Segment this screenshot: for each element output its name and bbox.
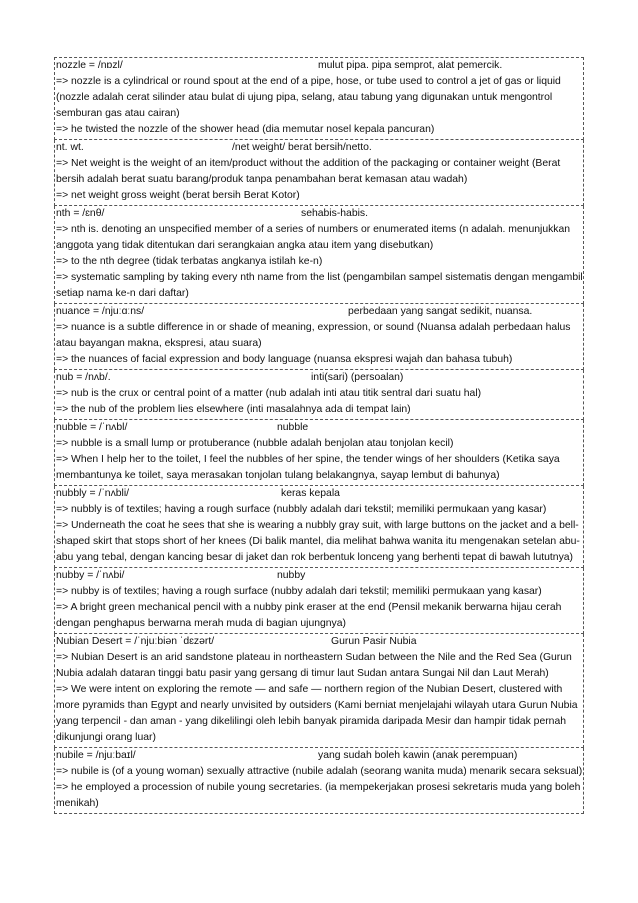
entry-example: => the nuances of facial expression and body language (nuansa ekspresi wajah dan bahasa tubuh): [56, 354, 513, 365]
entry-meaning: yang sudah boleh kawin (anak perempuan): [318, 750, 518, 761]
entry-header: [56, 58, 583, 74]
entry-meaning: sehabis-habis.: [301, 208, 369, 219]
entry-nubian-desert: [54, 634, 584, 748]
entry-meaning: inti(sari) (persoalan): [311, 372, 404, 383]
entry-meaning: nubby: [277, 570, 306, 581]
entry-definition: => nuance is a subtle difference in or shade of meaning, expression, or sound (Nuansa adalah perbedaan halus atau bayangan makna, ekspresi, atau suara): [56, 322, 571, 349]
entry-term: nozzle = /nɒzl/: [56, 60, 123, 71]
entry-meaning: mulut pipa. pipa semprot, alat pemercik.: [318, 60, 503, 71]
entry-nuance: [54, 304, 584, 370]
entry-header: [56, 634, 583, 650]
entry-nubby: [54, 568, 584, 634]
entry-meaning: perbedaan yang sangat sedikit, nuansa.: [348, 306, 533, 317]
entry-nt-wt: [54, 140, 584, 206]
entry-term: nubbly = /ˈnʌbli/: [56, 488, 130, 499]
entry-example: => When I help her to the toilet, I feel the nubbles of her spine, the tender wings of her shoulders (Ketika saya membantunya ke toilet, saya merasakan tonjolan tulang belakangnya, sayap lembut di bahunya): [56, 454, 560, 481]
entry-nozzle: [54, 57, 584, 140]
entry-term: nubby = /ˈnʌbi/: [56, 570, 125, 581]
entry-nub: [54, 370, 584, 420]
entry-definition: => nubbly is of textiles; having a rough surface (nubbly adalah dari tekstil; memiliki permukaan yang kasar): [56, 504, 547, 515]
entry-definition: => nozzle is a cylindrical or round spout at the end of a pipe, hose, or tube used to control a jet of gas or liquid (nozzle adalah cerat silinder atau bulat di ujung pipa, selang, atau tabung yang digunakan untuk mengontrol semburan gas atau cairan): [56, 76, 561, 119]
entry-term: nth = /ɛnθ/: [56, 208, 105, 219]
entry-example: => he twisted the nozzle of the shower head (dia memutar nosel kepala pancuran): [56, 124, 435, 135]
entry-definition: => nubble is a small lump or protuberance (nubble adalah benjolan atau tonjolan kecil): [56, 438, 454, 449]
entry-definition: => nubile is (of a young woman) sexually attractive (nubile adalah (seorang wanita muda) menarik secara seksual): [56, 766, 583, 777]
entry-term: nt. wt.: [56, 142, 84, 153]
entry-example: => the nub of the problem lies elsewhere (inti masalahnya ada di tempat lain): [56, 404, 411, 415]
entry-definition: => nub is the crux or central point of a matter (nub adalah inti atau titik sentral dari suatu hal): [56, 388, 482, 399]
entry-header: [56, 140, 583, 156]
entry-example: => systematic sampling by taking every nth name from the list (pengambilan sampel sistematis dengan mengambil setiap nama ke-n dari daftar): [56, 272, 583, 299]
entry-definition: => Nubian Desert is an arid sandstone plateau in northeastern Sudan between the Nile and the Red Sea (Gurun Nubia adalah dataran tinggi batu pasir yang gersang di timur laut Sudan antara Sungai Nil dan Laut Merah): [56, 652, 572, 679]
entry-header: [56, 370, 583, 386]
entry-nubble: [54, 420, 584, 486]
entry-header: [56, 486, 583, 502]
entry-term: nubile = /njuːbaɪl/: [56, 750, 136, 761]
entry-example: => net weight gross weight (berat bersih Berat Kotor): [56, 190, 300, 201]
entry-header: [56, 206, 583, 222]
entry-term: nub = /nʌb/.: [56, 372, 111, 383]
entry-example: => Underneath the coat he sees that she is wearing a nubbly gray suit, with large buttons on the jacket and a bell-shaped skirt that stops short of her knees (Di balik mantel, dia melihat bahwa wanita itu mengenakan setelan abu-abu yang tebal, dengan kancing besar di jaket dan rok berbentuk lonceng yang berhenti tepat di bawah lututnya): [56, 520, 580, 563]
entry-header: [56, 748, 583, 764]
entry-example: => We were intent on exploring the remote — and safe — northern region of the Nubian Desert, clustered with more pyramids than Egypt and nearly unvisited by outsiders (Kami berniat menjelajahi wilayah utara Gurun Nubia yang terpencil - dan aman - yang dikelilingi oleh lebih banyak piramida daripada Mesir dan hampir tidak pernah dikunjungi orang luar): [56, 684, 578, 743]
entry-term: Nubian Desert = /ˈnjuːbiən ˈdɛzərt/: [56, 636, 215, 647]
entry-header: [56, 420, 583, 436]
entry-definition: => nubby is of textiles; having a rough surface (nubby adalah dari tekstil; memiliki permukaan yang kasar): [56, 586, 542, 597]
entry-meaning: nubble: [277, 422, 309, 433]
entry-nth: [54, 206, 584, 304]
entry-definition: => nth is. denoting an unspecified member of a series of numbers or enumerated items (n adalah. menunjukkan anggota yang tidak ditentukan dari serangkaian angka atau item yang disebutkan): [56, 224, 571, 251]
entry-meaning: /net weight/ berat bersih/netto.: [232, 142, 372, 153]
entry-example: => to the nth degree (tidak terbatas angkanya istilah ke-n): [56, 256, 323, 267]
entry-header: [56, 304, 583, 320]
entry-term: nubble = /ˈnʌbl/: [56, 422, 128, 433]
entry-example: => A bright green mechanical pencil with a nubby pink eraser at the end (Pensil mekanik berwarna hijau cerah dengan penghapus berwarna merah muda di bagian ujungnya): [56, 602, 562, 629]
entry-example: => he employed a procession of nubile young secretaries. (ia mempekerjakan prosesi sekretaris muda yang boleh menikah): [56, 782, 581, 809]
entry-header: [56, 568, 583, 584]
entry-meaning: keras kepala: [281, 488, 340, 499]
dictionary-page: [54, 57, 584, 814]
entry-nubbly: [54, 486, 584, 568]
entry-meaning: Gurun Pasir Nubia: [331, 636, 417, 647]
entry-term: nuance = /njuːɑːns/: [56, 306, 145, 317]
entry-nubile: [54, 748, 584, 814]
entry-definition: => Net weight is the weight of an item/product without the addition of the packaging or container weight (Berat bersih adalah berat suatu barang/produk tanpa penambahan berat kemasan atau wadah): [56, 158, 561, 185]
